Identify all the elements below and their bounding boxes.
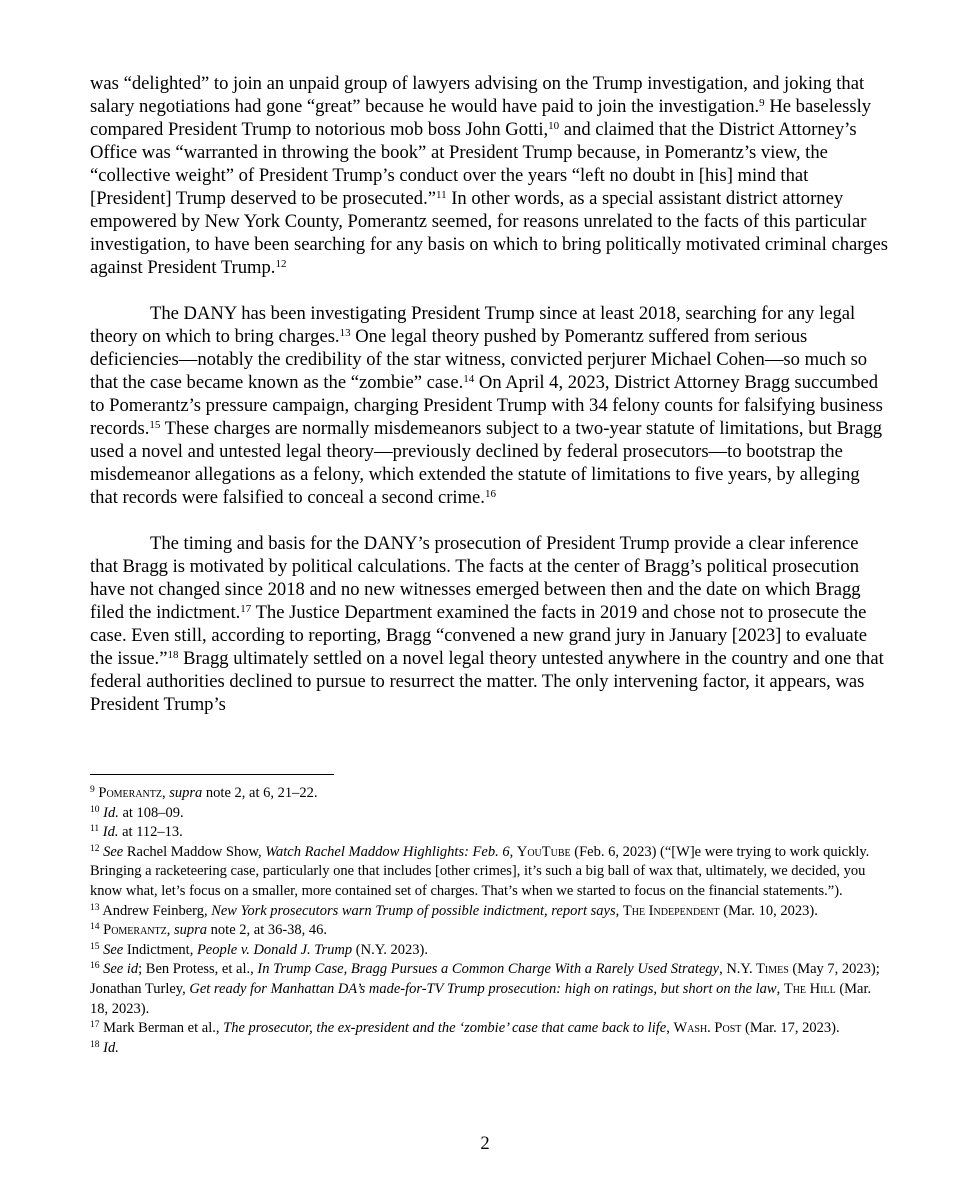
footnote-number: 18 bbox=[90, 1039, 100, 1050]
footnote-text: Indictment, bbox=[123, 941, 197, 958]
footnote-11 bbox=[90, 823, 890, 843]
footnote-number: 10 bbox=[90, 804, 100, 815]
footnote-separator bbox=[90, 774, 334, 775]
footnote-source: Wash. Post bbox=[673, 1020, 742, 1037]
footnote-ref-14[interactable]: 14 bbox=[463, 373, 475, 385]
footnote-source: Pomerantz bbox=[98, 785, 162, 801]
footnote-ref-18[interactable]: 18 bbox=[167, 649, 179, 661]
footnote-text: (Mar. 17, 2023). bbox=[741, 1020, 840, 1037]
footnote-signal: Id. bbox=[102, 824, 119, 841]
footnote-text: Andrew Feinberg, bbox=[102, 902, 212, 919]
footnote-text: , bbox=[666, 1020, 674, 1037]
footnote-ref-12[interactable]: 12 bbox=[275, 258, 287, 270]
footnote-text: , bbox=[162, 785, 170, 801]
footnote-number: 16 bbox=[90, 961, 100, 972]
footnote-15 bbox=[90, 941, 890, 961]
page-number: 2 bbox=[480, 1133, 490, 1154]
footnote-signal: Id. bbox=[103, 1039, 119, 1056]
footnote-title: Watch Rachel Maddow Highlights: Feb. 6 bbox=[265, 843, 510, 860]
footnote-ref-15[interactable]: 15 bbox=[149, 419, 161, 431]
footnote-text: ; Ben Protess, et al., bbox=[138, 961, 258, 978]
footnote-number: 13 bbox=[90, 902, 100, 913]
footnote-number: 9 bbox=[90, 785, 95, 795]
paragraph-2-text-3: On April 4, 2023, District Attorney Bragg succumbed to Pomerantz’s pressure campaign, charging President Trump with 34 felony counts for falsifying business records. bbox=[90, 372, 883, 439]
footnote-signal: supra bbox=[174, 922, 208, 939]
footnote-text: at 108–09. bbox=[118, 804, 184, 821]
footnote-title: The prosecutor, the ex-president and the ‘zombie’ case that came back to life bbox=[223, 1020, 667, 1037]
footnote-ref-9[interactable]: 9 bbox=[759, 97, 765, 109]
footnote-16 bbox=[90, 960, 890, 1019]
footnote-number: 14 bbox=[90, 922, 100, 933]
footnote-text: at 112–13. bbox=[118, 824, 183, 841]
footnotes bbox=[90, 784, 890, 1058]
footnote-ref-10[interactable]: 10 bbox=[548, 120, 560, 132]
footnote-text: Rachel Maddow Show, bbox=[123, 843, 266, 860]
paragraph-1-text-3: and claimed that the District Attorney’s Office was “warranted in throwing the book” at President Trump because, in Pomerantz’s view, the “collective weight” of President Trump’s conduct over the years “left no doubt in [his] mind that [President] Trump deserved to be prosecuted.” bbox=[90, 119, 857, 209]
paragraph-2-text-2: One legal theory pushed by Pomerantz suffered from serious deficiencies—notably the credibility of the star witness, convicted perjurer Michael Cohen—so much so that the case became known as the “zombie” case. bbox=[90, 326, 868, 393]
footnote-signal: Id. bbox=[103, 804, 119, 821]
paragraph-2 bbox=[90, 302, 890, 509]
footnote-ref-13[interactable]: 13 bbox=[339, 327, 351, 339]
paragraph-1 bbox=[90, 72, 890, 279]
footnote-ref-17[interactable]: 17 bbox=[240, 603, 252, 615]
footnote-number: 12 bbox=[90, 843, 100, 854]
paragraph-1-text-2: He baselessly compared President Trump to notorious mob boss John Gotti, bbox=[90, 96, 872, 140]
footnote-source: The Independent bbox=[622, 902, 720, 919]
footnote-title: Get ready for Manhattan DA’s made-for-TV Trump prosecution: high on ratings, but short on the law bbox=[189, 980, 777, 997]
footnote-17 bbox=[90, 1019, 890, 1039]
paragraph-3-text-3: Bragg ultimately settled on a novel legal theory untested anywhere in the country and one that federal authorities declined to pursue to resurrect the matter. The only intervening factor, it appears, was President Trump’s bbox=[90, 648, 884, 715]
footnote-text: (Mar. 10, 2023). bbox=[719, 902, 818, 919]
footnote-10 bbox=[90, 804, 890, 824]
paragraph-3-text-2: The Justice Department examined the facts in 2019 and chose not to prosecute the case. Even still, according to reporting, Bragg “convened a new grand jury in January [2023] to evaluate the issue.” bbox=[90, 602, 868, 669]
footnote-12 bbox=[90, 843, 890, 902]
footnote-14 bbox=[90, 921, 890, 941]
footnote-signal: See id bbox=[103, 961, 139, 978]
footnote-text: , bbox=[509, 843, 517, 860]
footnote-number: 11 bbox=[90, 824, 100, 835]
footnote-title: New York prosecutors warn Trump of possible indictment, report says bbox=[211, 902, 616, 919]
footnote-text: (Feb. 6, 2023) (“[W]e were trying to work quickly. Bringing a racketeering case, particularly one that includes [other crimes], it’s such a big ball of wax that, ultimately, we decided, you know what, let’s focus on a smaller, more contained set of charges. That’s when we started to focus on the financial statements.”). bbox=[90, 843, 870, 899]
footnote-signal: See bbox=[103, 843, 124, 860]
paragraph-1-text-1: was “delighted” to join an unpaid group of lawyers advising on the Trump investigation, and joking that salary negotiations had gone “great” because he would have paid to join the investigation. bbox=[90, 73, 865, 117]
footnote-ref-11[interactable]: 11 bbox=[435, 189, 447, 201]
paragraph-3 bbox=[90, 532, 890, 716]
footnote-ref-16[interactable]: 16 bbox=[484, 488, 496, 500]
footnote-text: (N.Y. 2023). bbox=[352, 941, 428, 958]
footnote-text: note 2, at 6, 21–22. bbox=[202, 785, 318, 801]
footnote-text: (May 7, 2023); Jonathan Turley, bbox=[90, 961, 880, 997]
footnote-signal: See bbox=[103, 941, 124, 958]
footnote-number: 15 bbox=[90, 941, 100, 952]
footnote-signal: supra bbox=[169, 785, 203, 801]
paragraph-1-text-4: In other words, as a special assistant district attorney empowered by New York County, Pomerantz seemed, for reasons unrelated to the facts of this particular investigation, to have been searching for any basis on which to bring politically motivated criminal charges against President Trump. bbox=[90, 188, 888, 278]
footnote-text: , bbox=[719, 961, 727, 978]
footnote-9 bbox=[90, 784, 890, 804]
footnote-source: The Hill bbox=[783, 980, 836, 997]
paragraph-2-text-1: The DANY has been investigating President Trump since at least 2018, searching for any legal theory on which to bring charges. bbox=[90, 303, 856, 347]
footnote-text: Mark Berman et al., bbox=[103, 1020, 224, 1037]
paragraph-3-text-1: The timing and basis for the DANY’s prosecution of President Trump provide a clear inference that Bragg is motivated by political calculations. The facts at the center of Bragg’s political prosecution have not changed since 2018 and no new witnesses emerged between then and the date on which Bragg filed the indictment. bbox=[90, 533, 861, 623]
footnote-text: (Mar. 18, 2023). bbox=[90, 980, 872, 1017]
footnote-title: In Trump Case, Bragg Pursues a Common Charge With a Rarely Used Strategy bbox=[257, 961, 720, 978]
footnote-number: 17 bbox=[90, 1020, 100, 1031]
footnote-text: , bbox=[776, 980, 784, 997]
footnote-text: , bbox=[166, 922, 174, 939]
footnote-source: Pomerantz bbox=[103, 922, 167, 939]
footnote-source: N.Y. Times bbox=[726, 961, 789, 978]
footnote-text: note 2, at 36-38, 46. bbox=[207, 922, 328, 939]
body-text bbox=[90, 72, 890, 716]
footnote-title: People v. Donald J. Trump bbox=[196, 941, 353, 958]
footnote-18 bbox=[90, 1039, 890, 1059]
footnote-13 bbox=[90, 902, 890, 922]
paragraph-2-text-4: These charges are normally misdemeanors subject to a two-year statute of limitations, but Bragg used a novel and untested legal theory—previously declined by federal prosecutors—to bootstrap the misdemeanor allegations as a felony, which extended the statute of limitations to five years, by alleging that records were falsified to conceal a second crime. bbox=[90, 418, 883, 508]
footnote-source: YouTube bbox=[516, 843, 571, 860]
footnote-text: , bbox=[615, 902, 623, 919]
